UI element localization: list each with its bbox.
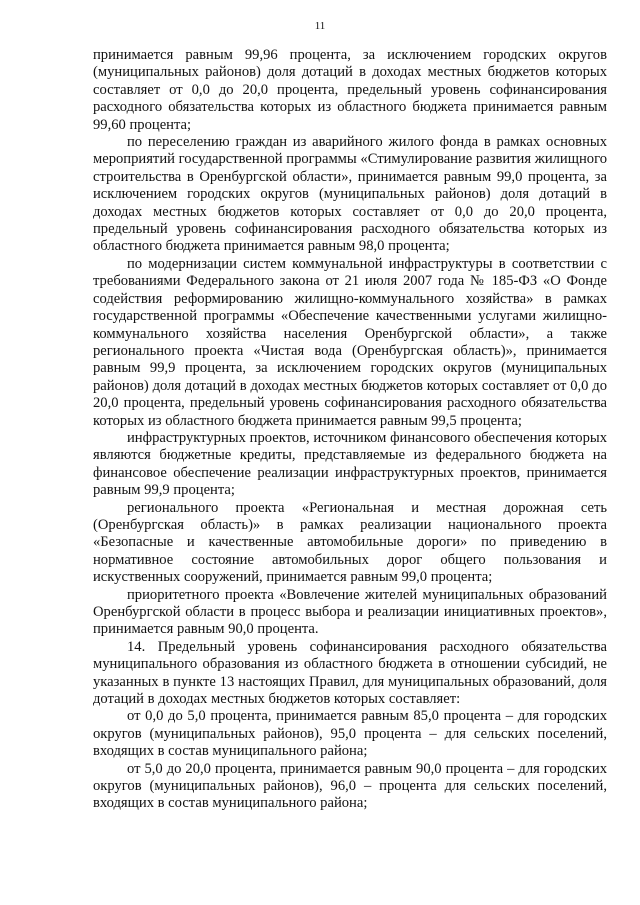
paragraph-point-14: 14. Предельный уровень софинансирования расходного обязательства муниципального образования из областного бюджета в отношении субсидий, не указанных в пункте 13 настоящих Правил, для муниципальных образований, доля дотаций в доходах местных бюджетов которых составляет: bbox=[93, 638, 607, 708]
paragraph-communal-infrastructure: по модернизации систем коммунальной инфраструктуры в соответствии с требованиями Федерального закона от 21 июля 2007 года № 185-ФЗ «О Фонде содействия реформированию жилищно-коммунального хозяйства» в рамках государственной программы «Обеспечение качественными услугами жилищно-коммунального хозяйства населения Оренбургской области», а также регионального проекта «Чистая вода (Оренбургская область)», принимается равным 99,9 процента, за исключением городских округов (муниципальных районов) доля дотаций в доходах местных бюджетов которых составляет от 0,0 до 20,0 процента, предельный уровень софинансирования расходного обязательства которых из областного бюджета принимается равным 99,5 процента; bbox=[93, 255, 607, 429]
paragraph-infrastructure-projects: инфраструктурных проектов, источником финансового обеспечения которых являются бюджетные кредиты, представляемые из федерального бюджета на финансовое обеспечение реализации инфраструктурных проектов, принимается равным 99,9 процента; bbox=[93, 429, 607, 499]
paragraph-initiative-projects: приоритетного проекта «Вовлечение жителей муниципальных образований Оренбургской области в процесс выбора и реализации инициативных проектов», принимается равным 90,0 процента. bbox=[93, 586, 607, 638]
paragraph-road-network: регионального проекта «Региональная и местная дорожная сеть (Оренбургская область)» в рамках реализации национального проекта «Безопасные и качественные автомобильные дороги» по приведению в нормативное состояние автомобильных дорог общего пользования и искуственных сооружений, принимается равным 99,0 процента; bbox=[93, 499, 607, 586]
paragraph-range-5-20: от 5,0 до 20,0 процента, принимается равным 90,0 процента – для городских округов (муниципальных районов), 96,0 – процента для сельских поселений, входящих в состав муниципального района; bbox=[93, 760, 607, 812]
paragraph-range-0-5: от 0,0 до 5,0 процента, принимается равным 85,0 процента – для городских округов (муниципальных районов), 95,0 процента – для сельских поселений, входящих в состав муниципального района; bbox=[93, 708, 607, 760]
paragraph-resettlement: по переселению граждан из аварийного жилого фонда в рамках основных мероприятий государственной программы «Стимулирование развития жилищного строительства в Оренбургской области», принимается равным 99,0 процента, за исключением городских округов (муниципальных районов) доля дотаций в доходах местных бюджетов которых составляет от 0,0 до 20,0 процента, предельный уровень софинансирования расходного обязательства которых из областного бюджета принимается равным 98,0 процента; bbox=[93, 134, 607, 255]
page-number: 11 bbox=[314, 20, 326, 32]
paragraph-continuation-rate-99-96: принимается равным 99,96 процента, за исключением городских округов (муниципальных районов) доля дотаций в доходах местных бюджетов которых составляет от 0,0 до 20,0 процента, предельный уровень софинансирования расходного обязательства которых из областного бюджета принимается равным 99,60 процента; bbox=[93, 47, 607, 133]
document-body bbox=[93, 47, 607, 813]
